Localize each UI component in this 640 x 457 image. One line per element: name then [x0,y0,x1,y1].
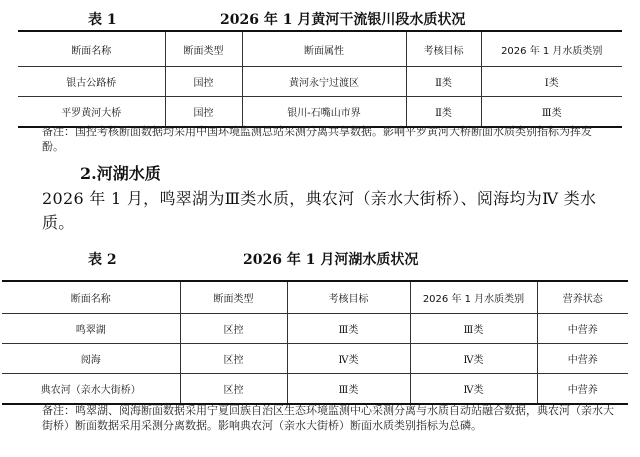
table-cell: 区控 [180,314,287,344]
table-cell: 银古公路桥 [18,67,165,97]
table1-caption-number: 表 1 [88,12,117,28]
table-cell: Ⅱ类 [406,97,481,128]
table1-header-cell: 断面属性 [242,31,406,67]
table1-header-cell: 考核目标 [406,31,481,67]
table-row [2,314,628,344]
table-cell: Ⅲ类 [410,314,537,344]
table-cell: Ⅰ类 [481,67,622,97]
table2-header-cell: 2026 年 1 月水质类别 [410,281,537,314]
table1-header-cell: 2026 年 1 月水质类别 [481,31,622,67]
table-cell: 平罗黄河大桥 [18,97,165,128]
table-cell: Ⅱ类 [406,67,481,97]
table1-header-cell: 断面类型 [165,31,242,67]
table2-caption-number: 表 2 [88,252,117,268]
table-cell: 黄河永宁过渡区 [242,67,406,97]
table-cell: Ⅳ类 [410,344,537,374]
table-cell: 国控 [165,97,242,128]
table1-caption-title: 2026 年 1 月黄河干流银川段水质状况 [220,12,466,28]
table2-note: 备注：鸣翠湖、阅海断面数据采用宁夏回族自治区生态环境监测中心采测分离与水质自动站融合数据，典农河（亲水大街桥）断面数据采用采测分离数据。影响典农河（亲水大街桥）断面水质类别指标为总磷。 [42,404,614,432]
table-cell: Ⅲ类 [481,97,622,128]
table-row [2,344,628,374]
table1-note: 备注：国控考核断面数据均采用中国环境监测总站采测分离共享数据。影响平罗黄河大桥断面水质类别指标为挥发酚。 [42,125,592,153]
table-cell: 典农河（亲水大街桥） [2,374,180,405]
section-heading: 2.河湖水质 [80,164,161,183]
table1 [18,30,622,128]
table-cell: 鸣翠湖 [2,314,180,344]
table-row [2,374,628,405]
table-cell: Ⅳ类 [287,344,410,374]
table-cell: Ⅲ类 [287,314,410,344]
table-row [18,97,622,128]
table-cell: 阅海 [2,344,180,374]
table-cell: 银川-石嘴山市界 [242,97,406,128]
table-cell: 区控 [180,374,287,405]
table1-header-row [18,31,622,67]
table-cell: Ⅳ类 [410,374,537,405]
table-cell: Ⅲ类 [287,374,410,405]
table2-header-cell: 考核目标 [287,281,410,314]
table-row [18,67,622,97]
table2 [2,280,628,405]
table-cell: 中营养 [537,344,628,374]
table2-header-cell: 断面类型 [180,281,287,314]
section-paragraph: 2026 年 1 月，鸣翠湖为Ⅲ类水质，典农河（亲水大街桥）、阅海均为Ⅳ 类水质。 [42,189,597,232]
table-cell: 区控 [180,344,287,374]
table2-caption-title: 2026 年 1 月河湖水质状况 [243,252,419,268]
table1-header-cell: 断面名称 [18,31,165,67]
table-cell: 国控 [165,67,242,97]
table-cell: 中营养 [537,314,628,344]
table2-header-cell: 营养状态 [537,281,628,314]
table2-header-cell: 断面名称 [2,281,180,314]
table-cell: 中营养 [537,374,628,405]
table2-header-row [2,281,628,314]
